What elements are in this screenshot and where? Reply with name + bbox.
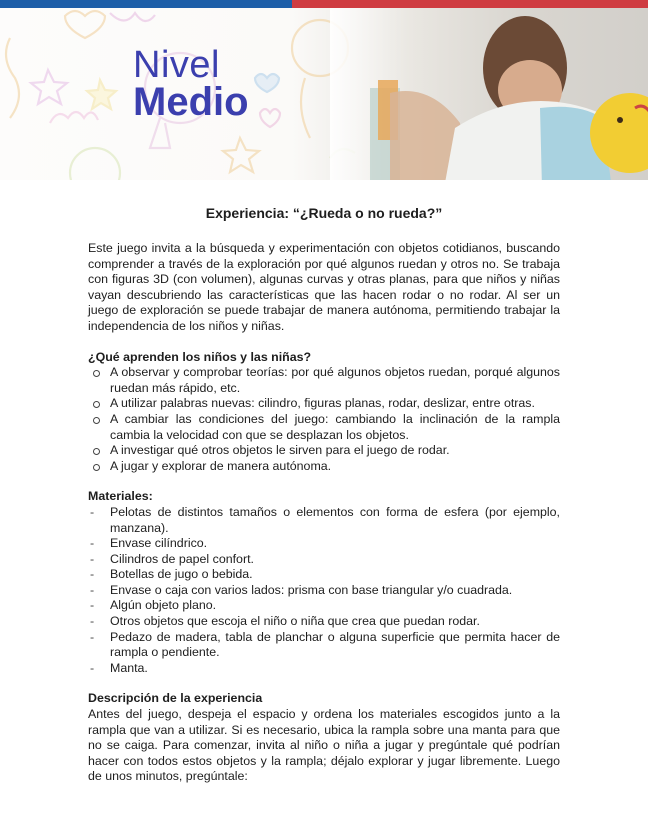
header-banner <box>0 8 648 180</box>
brand-line-1: Nivel <box>133 44 220 86</box>
list-item: A observar y comprobar teorías: por qué algunos objetos ruedan, porqué algunos ruedan más rápido, etc. <box>88 365 560 396</box>
brand-line-2: Medio <box>133 80 249 124</box>
materials-list <box>88 505 560 677</box>
list-item: - Algún objeto plano. <box>88 598 560 614</box>
list-item: - Cilindros de papel confort. <box>88 552 560 568</box>
list-item: A utilizar palabras nuevas: cilindro, figuras planas, rodar, deslizar, entre otras. <box>88 396 560 412</box>
list-item: - Botellas de jugo o bebida. <box>88 567 560 583</box>
top-bar-red <box>292 0 648 8</box>
learn-heading: ¿Qué aprenden los niños y las niñas? <box>88 349 312 364</box>
description-paragraph: Antes del juego, despeja el espacio y ordena los materiales escogidos junto a la rampla que van a utilizar. Si es necesario, ubica la rampla sobre una manta para que no se caiga. Para comenzar, invita al niño o niña a jugar y pregúntale qué podrían hacer con todos estos objetos y la rampla; déjalo explorar y jugar libremente. Luego de unos minutos, pregúntale: <box>88 707 560 784</box>
description-section <box>88 691 560 785</box>
child-with-ball-illustration-icon <box>330 8 648 180</box>
learn-list <box>88 365 560 474</box>
intro-paragraph: Este juego invita a la búsqueda y experimentación con objetos cotidianos, buscando comprender a través de la exploración por qué algunos ruedan y otros no. Se trabaja con figuras 3D (con volumen), algunas curvas y otras planas, para que niños y niñas vayan descubriendo las características que las hacen rodar o no rodar. Al ser un juego de exploración se puede trabajar de manera autónoma, permitiendo trabajar la independencia de los niños y niñas. <box>88 241 560 333</box>
list-item: - Manta. <box>88 661 560 677</box>
description-heading: Descripción de la experiencia <box>88 691 263 706</box>
list-item: A cambiar las condiciones del juego: cambiando la inclinación de la rampla cambia la velocidad con que se desplazan los objetos. <box>88 412 560 443</box>
materials-section <box>88 489 560 676</box>
top-color-bar <box>0 0 648 8</box>
list-item: - Pelotas de distintos tamaños o elementos con forma de esfera (por ejemplo, manzana). <box>88 505 560 536</box>
list-item: - Pedazo de madera, tabla de planchar o alguna superficie que permita hacer de rampla o pendiente. <box>88 630 560 661</box>
list-item: A jugar y explorar de manera autónoma. <box>88 459 560 475</box>
list-item: - Envase cilíndrico. <box>88 536 560 552</box>
learn-section <box>88 350 560 475</box>
document-title: Experiencia: “¿Rueda o no rueda?” <box>205 205 443 221</box>
list-item: - Otros objetos que escoja el niño o niña que crea que puedan rodar. <box>88 614 560 630</box>
list-item: - Envase o caja con varios lados: prisma con base triangular y/o cuadrada. <box>88 583 560 599</box>
top-bar-blue <box>0 0 292 8</box>
brand-title <box>133 46 249 122</box>
materials-heading: Materiales: <box>88 489 153 504</box>
document-body <box>88 203 560 785</box>
header-photo <box>330 8 648 180</box>
list-item: A investigar qué otros objetos le sirven para el juego de rodar. <box>88 443 560 459</box>
